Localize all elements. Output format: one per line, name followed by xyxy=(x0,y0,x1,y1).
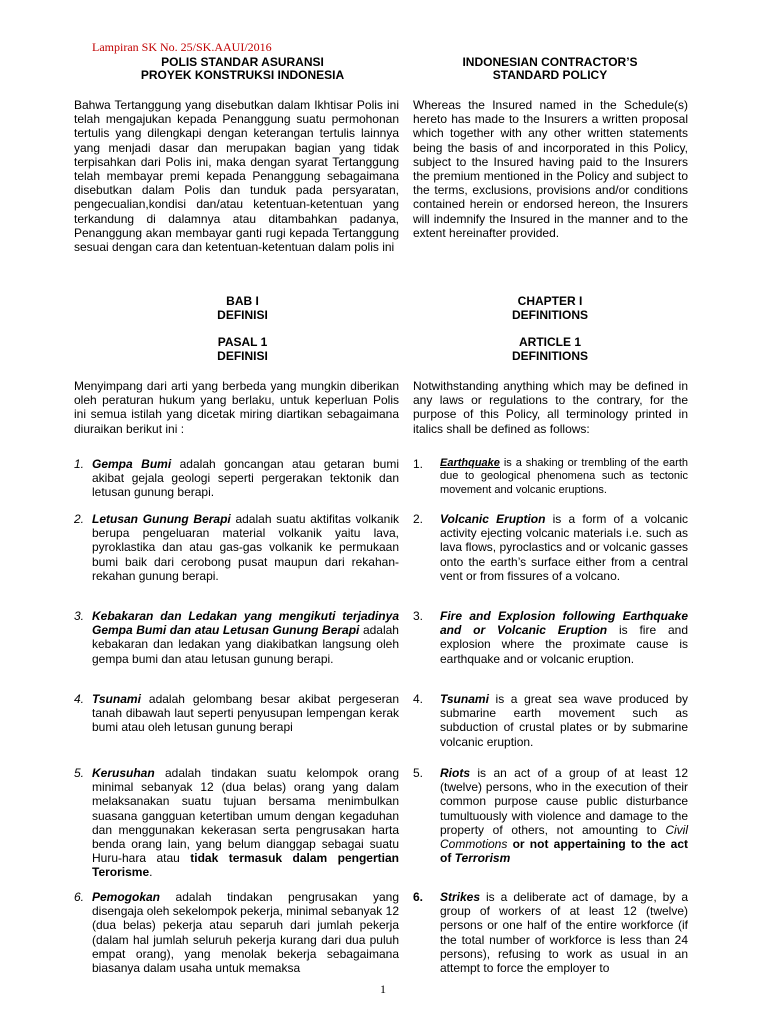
article-id-line1: PASAL 1 xyxy=(217,335,268,349)
definition-tail: . xyxy=(149,865,153,880)
page-number: 1 xyxy=(380,982,386,996)
definition-term: Kebakaran dan Ledakan yang mengikuti terjadinya Gempa Bumi dan atau Letusan Gunung Berapi xyxy=(92,609,399,638)
preamble-indonesian xyxy=(74,379,399,436)
definition-italic-tail: Civil Commotions xyxy=(440,822,688,852)
definition-text: adalah suatu aktifitas volkanik berupa pengeluaran material volkanik yaitu lava, pyroklastika dan atau gas-gas volkanik ke permukaan bumi baik dari cerobong pusat maupun dari rekahan-rekahan gunung berapi. xyxy=(92,512,399,583)
definition-number: 4. xyxy=(413,692,424,706)
preamble-english xyxy=(413,379,688,436)
definition-number: 1. xyxy=(413,457,424,471)
definition-bold-tail: tidak termasuk dalam pengertian Terorisme xyxy=(92,851,399,880)
definition-en-item xyxy=(413,512,688,583)
chapter-id-line1: BAB I xyxy=(226,294,259,308)
definition-id-item xyxy=(74,766,399,880)
chapter-en-line2: DEFINITIONS xyxy=(511,308,588,322)
title-en-line2: STANDARD POLICY xyxy=(492,68,608,82)
definition-text: is a deliberate act of damage, by a group of workers of at least 12 (twelve) persons or one half of the entire workforce (if the total number of workforce is less than 24 persons), refusing to work as usual in an attempt to force the employer to xyxy=(440,890,688,976)
definition-text: adalah tindakan suatu kelompok orang minimal sebanyak 12 (dua belas) orang yang dalam melaksanakan suatu tujuan bersama menimbulkan suasana gangguan ketertiban umum dengan kegaduhan dan menggunakan kekerasan serta pengrusakan harta benda orang lain, yang belum dianggap sebagai suatu Huru-hara atau xyxy=(92,766,399,866)
definition-text: is an act of a group of at least 12 (twelve) persons, who in the execution of their common purpose cause public disturbance tumultuously with violence and damage to the property of others, not amounting to xyxy=(440,766,688,837)
definition-term: Strikes xyxy=(440,890,481,904)
definition-id-item xyxy=(74,457,399,500)
definition-text: adalah kebakaran dan ledakan yang diakibatkan langsung oleh gempa bumi dan atau letusan gunung berapi. xyxy=(92,623,399,666)
intro-id-text: Bahwa Tertanggung yang disebutkan dalam Ikhtisar Polis ini telah mengajukan kepada Penanggung suatu permohonan tertulis yang dilengkapi dengan keterangan tertulis lainnya yang menjadi dasar dan merupakan bagian yang tidak terpisahkan dari Polis ini, maka dengan syarat Tertanggung telah membayar premi kepada Penanggung sebagaimana disebutkan dalam Polis dan tunduk pada persyaratan, pengecualian,kondisi dan/atau ketentuan-ketentuan yang terkandung di dalamnya atau ditambahkan padanya, Penanggung akan membayar ganti rugi kepada Tertanggung sesuai dengan cara dan ketentuan-ketentuan dalam polis ini xyxy=(74,98,399,255)
lampiran-reference: Lampiran SK No. 25/SK.AAUI/2016 xyxy=(92,40,272,54)
definition-en-item xyxy=(413,457,688,497)
definition-en-item xyxy=(413,609,688,666)
definition-text: is a great sea wave produced by submarine earth movement such as subduction of crustal plates or by submarine volcanic eruption. xyxy=(440,692,688,749)
definition-text: adalah gelombang besar akibat pergeseran tanah dibawah laut seperti penyusupan lempengan kerak bumi atau oleh letusan gunung berapi xyxy=(92,692,399,735)
article-en-line2: DEFINITIONS xyxy=(511,349,588,363)
definition-term: Kerusuhan xyxy=(92,766,155,780)
definition-term: Volcanic Eruption xyxy=(440,512,546,526)
article-id-line2: DEFINISI xyxy=(217,349,268,363)
title-english xyxy=(440,56,660,82)
definition-number: 5. xyxy=(74,766,85,780)
chapter-heading-en xyxy=(440,294,660,322)
article-heading-id xyxy=(130,335,355,363)
intro-english xyxy=(413,98,688,240)
definition-term: Letusan Gunung Berapi xyxy=(92,512,231,526)
definition-number: 5. xyxy=(413,766,424,780)
definition-id-item xyxy=(74,512,399,583)
chapter-id-line2: DEFINISI xyxy=(217,308,268,322)
preamble-id-text: Menyimpang dari arti yang berbeda yang mungkin diberikan oleh peraturan hukum yang berlaku, untuk keperluan Polis ini semua istilah yang dicetak miring diartikan sebagaimana diuraikan berikut ini : xyxy=(74,379,399,436)
definition-number: 2. xyxy=(413,512,424,526)
definition-number: 3. xyxy=(74,609,85,623)
definition-term: Fire and Explosion following Earthquake and or Volcanic Eruption xyxy=(440,609,688,638)
definition-number: 2. xyxy=(74,512,85,526)
definition-bold-tail: or not appertaining to the act of xyxy=(440,837,688,866)
definition-text: adalah tindakan pengrusakan yang disengaja oleh sekelompok pekerja, minimal sebanyak 12 (dua belas) pekerja atau separuh dari jumlah pekerja (dalam hal jumlah seluruh pekerja kurang dari dua puluh empat orang), yang menolak bekerja sebagaimana biasanya dalam usaha untuk memaksa xyxy=(92,890,399,976)
definition-term: Gempa Bumi xyxy=(92,457,172,471)
definition-number: 1. xyxy=(74,457,85,471)
definition-text: is fire and explosion where the proximate cause is earthquake and or volcanic eruption. xyxy=(440,623,689,666)
definition-en-item xyxy=(413,692,688,749)
preamble-en-text: Notwithstanding anything which may be defined in any laws or regulations to the contrary, for the purpose of this Policy, all terminology printed in italics shall be defined as follows: xyxy=(413,379,688,436)
intro-indonesian xyxy=(74,98,399,254)
definition-term: Tsunami xyxy=(92,692,141,706)
title-id-line2: PROYEK KONSTRUKSI INDONESIA xyxy=(140,68,345,82)
definition-term: Riots xyxy=(440,766,470,780)
definition-text: adalah goncangan atau getaran bumi akibat gejala geologi seperti pergerakan tektonik dan letusan gunung berapi. xyxy=(92,457,399,500)
definition-text: is a form of a volcanic activity ejecting volcanic materials i.e. such as lava flows, pyroclastics and or volcanic gasses onto the earth’s surface either from a central vent or from fissures of a volcano. xyxy=(440,512,688,583)
definition-term: Pemogokan xyxy=(92,890,161,904)
article-en-line1: ARTICLE 1 xyxy=(518,335,581,349)
chapter-en-line1: CHAPTER I xyxy=(517,294,583,308)
title-id-line1: POLIS STANDAR ASURANSI xyxy=(161,55,324,69)
definition-id-item xyxy=(74,692,399,735)
definition-bold-italic-tail: Terrorism xyxy=(454,851,511,866)
definition-term: Earthquake xyxy=(440,457,500,469)
definition-number: 6. xyxy=(413,890,424,904)
definition-number: 6. xyxy=(74,890,85,904)
definition-text: is a shaking or trembling of the earth due to geological phenomena such as tectonic movement and volcanic eruptions. xyxy=(440,457,688,496)
definition-term: Tsunami xyxy=(440,692,489,706)
definition-en-item xyxy=(413,890,688,975)
title-indonesian xyxy=(130,56,355,82)
title-en-line1: INDONESIAN CONTRACTOR’S xyxy=(462,55,638,69)
chapter-heading-id xyxy=(130,294,355,322)
intro-en-text: Whereas the Insured named in the Schedule(s) hereto has made to the Insurers a written proposal which together with any other written statements being the basis of and incorporated in this Policy, subject to the Insured having paid to the Insurers the premium mentioned in the Policy and subject to the terms, exclusions, provisions and/or conditions contained herein or endorsed hereon, the Insurers will indemnify the Insured in the manner and to the extent hereinafter provided. xyxy=(413,98,688,240)
article-heading-en xyxy=(440,335,660,363)
definition-number: 4. xyxy=(74,692,85,706)
definition-en-item xyxy=(413,766,688,865)
definition-id-item xyxy=(74,609,399,666)
definition-id-item xyxy=(74,890,399,975)
definition-number: 3. xyxy=(413,609,424,623)
